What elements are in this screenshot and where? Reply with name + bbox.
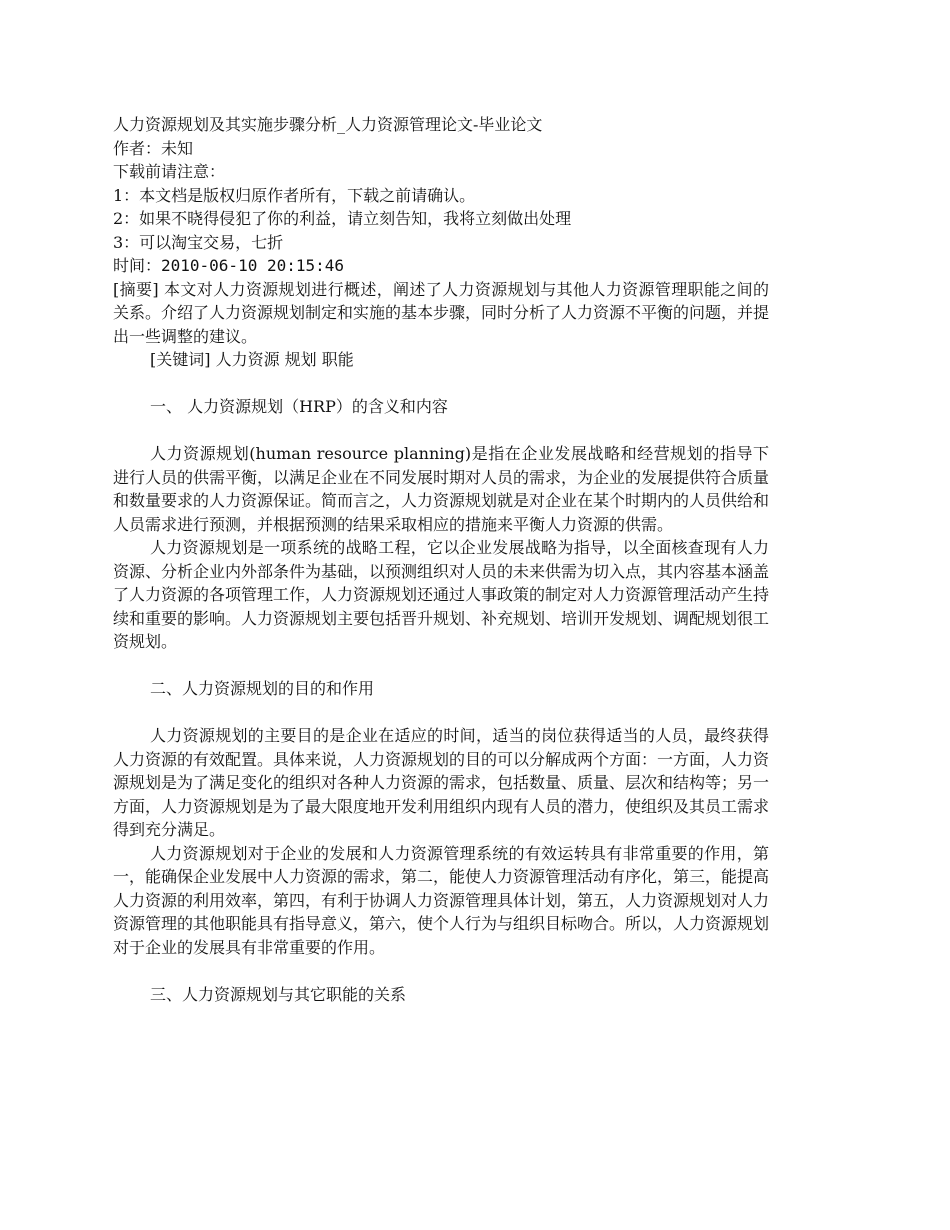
section1-paragraph: 人力资源规划(human resource planning)是指在企业发展战略和经营规划的指导下进行人员的供需平衡，以满足企业在不同发展时期对人员的需求，为企业的发展提供符合质量和数量要求的人力资源保证。简而言之，人力资源规划就是对企业在某个时期内的人员供给和人员需求进行预测，并根据预测的结果采取相应的措施来平衡人力资源的供需。 <box>113 444 770 534</box>
section-heading-2: 二、人力资源规划的目的和作用 <box>150 679 375 698</box>
notice-header: 下载前请注意： <box>113 162 226 181</box>
timestamp-line: 时间：2010-06-10 20:15:46 <box>113 256 345 275</box>
notice-item: 1：本文档是版权归原作者所有，下载之前请确认。 <box>113 185 476 205</box>
author-line: 作者：未知 <box>113 138 194 158</box>
spacer <box>113 419 769 443</box>
spacer <box>113 701 769 725</box>
document-title: 人力资源规划及其实施步骤分析_人力资源管理论文-毕业论文 <box>113 115 543 134</box>
section1-paragraph: 人力资源规划是一项系统的战略工程，它以企业发展战略为指导，以全面核查现有人力资源、分析企业内外部条件为基础，以预测组织对人员的未来供需为切入点，其内容基本涵盖了人力资源的各项管理工作，人力资源规划还通过人事政策的制定对人力资源管理活动产生持续和重要的影响。人力资源规划主要包括晋升规划、补充规划、培训开发规划、调配规划很工资规划。 <box>113 538 770 651</box>
document-page <box>113 113 769 1006</box>
abstract-paragraph: [摘要] 本文对人力资源规划进行概述，阐述了人力资源规划与其他人力资源管理职能之间的关系。介绍了人力资源规划制定和实施的基本步骤，同时分析了人力资源不平衡的问题，并提出一些调整的建议。 <box>113 279 770 346</box>
notice-item: 3：可以淘宝交易，七折 <box>113 232 284 252</box>
section-heading-3: 三、人力资源规划与其它职能的关系 <box>150 984 407 1004</box>
spacer <box>113 654 769 678</box>
spacer <box>113 372 769 396</box>
notice-item: 2：如果不晓得侵犯了你的利益，请立刻告知，我将立刻做出处理 <box>113 209 572 228</box>
keywords-line: [关键词] 人力资源 规划 职能 <box>150 350 354 369</box>
section2-paragraph: 人力资源规划对于企业的发展和人力资源管理系统的有效运转具有非常重要的作用，第一，能确保企业发展中人力资源的需求，第二，能使人力资源管理活动有序化，第三，能提高人力资源的利用效率，第四，有利于协调人力资源管理具体计划，第五，人力资源规划对人力资源管理的其他职能具有指导意义，第六，使个人行为与组织目标吻合。所以，人力资源规划对于企业的发展具有非常重要的作用。 <box>113 843 770 957</box>
spacer <box>113 959 769 983</box>
section2-paragraph: 人力资源规划的主要目的是企业在适应的时间，适当的岗位获得适当的人员，最终获得人力资源的有效配置。具体来说，人力资源规划的目的可以分解成两个方面：一方面，人力资源规划是为了满足变化的组织对各种人力资源的需求，包括数量、质量、层次和结构等；另一方面，人力资源规划是为了最大限度地开发利用组织内现有人员的潜力，使组织及其员工需求得到充分满足。 <box>113 726 770 839</box>
section-heading-1: 一、 人力资源规划（HRP）的含义和内容 <box>150 397 448 416</box>
